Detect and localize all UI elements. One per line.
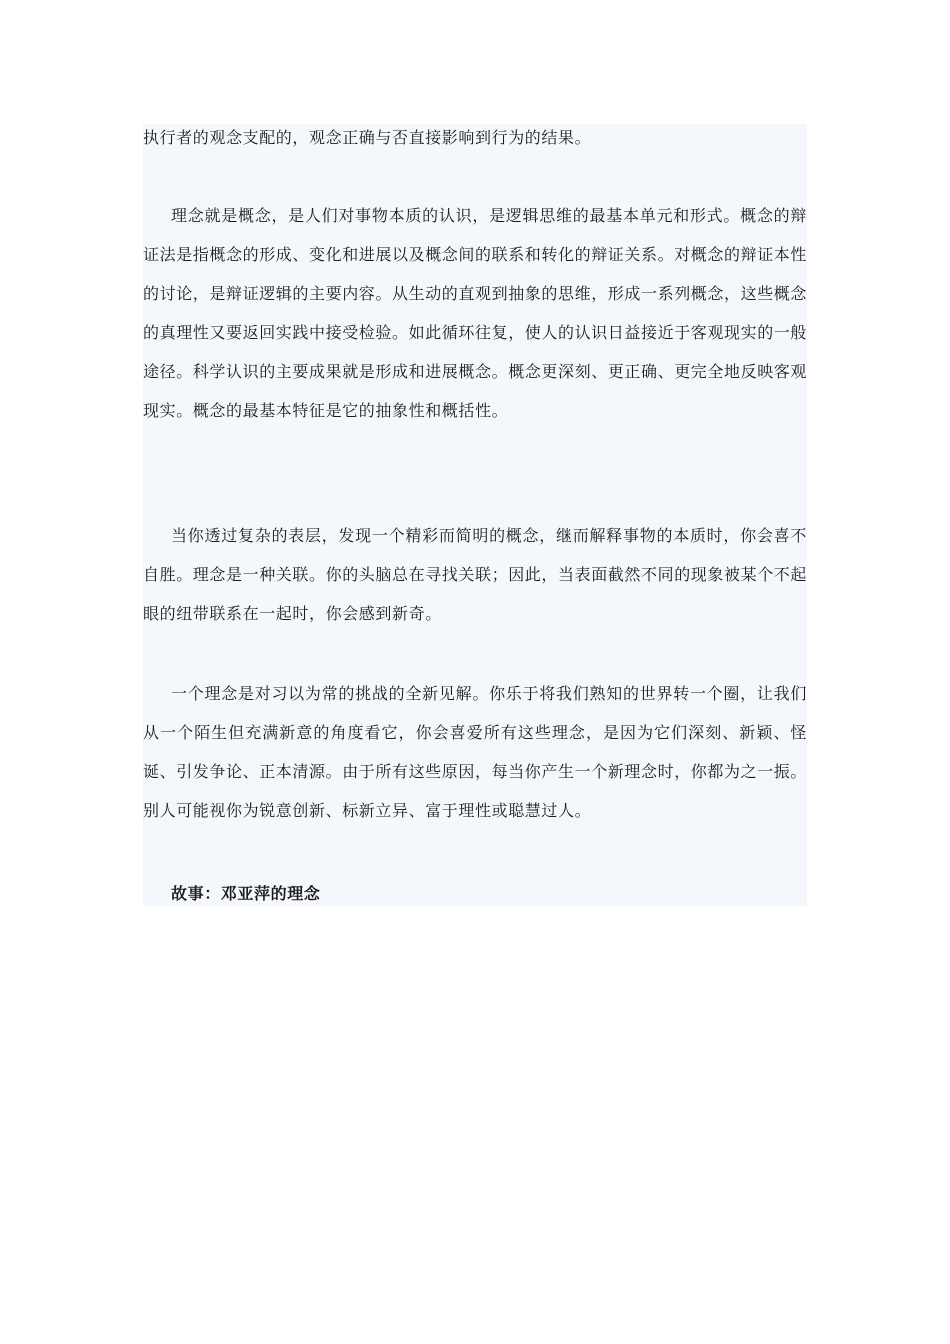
paragraph-continuation: 执行者的观念支配的，观念正确与否直接影响到行为的结果。 xyxy=(143,128,592,147)
story-heading: 故事：邓亚萍的理念 xyxy=(171,884,321,903)
paragraph-concept-definition: 理念就是概念，是人们对事物本质的认识，是逻辑思维的最基本单元和形式。概念的辩证法是指概念的形成、变化和进展以及概念间的联系和转化的辩证关系。对概念的辩证本性的讨论，是辩证逻辑的主要内容。从生动的直观到抽象的思维，形成一系列概念，这些概念的真理性又要返回实践中接受检验。如此循环往复，使人的认识日益接近于客观现实的一般途径。科学认识的主要成果就是形成和进展概念。概念更深刻、更正确、更完全地反映客观现实。概念的最基本特征是它的抽象性和概括性。 xyxy=(143,206,808,420)
paragraph-concept-connection: 当你透过复杂的表层，发现一个精彩而简明的概念，继而解释事物的本质时，你会喜不自胜。理念是一种关联。你的头脑总在寻找关联；因此，当表面截然不同的现象被某个不起眼的纽带联系在一起时，你会感到新奇。 xyxy=(143,526,808,623)
paragraph-new-insight: 一个理念是对习以为常的挑战的全新见解。你乐于将我们熟知的世界转一个圈，让我们从一个陌生但充满新意的角度看它，你会喜爱所有这些理念，是因为它们深刻、新颖、怪诞、引发争论、正本清源。由于所有这些原因，每当你产生一个新理念时，你都为之一振。别人可能视你为锐意创新、标新立异、富于理性或聪慧过人。 xyxy=(143,684,808,820)
